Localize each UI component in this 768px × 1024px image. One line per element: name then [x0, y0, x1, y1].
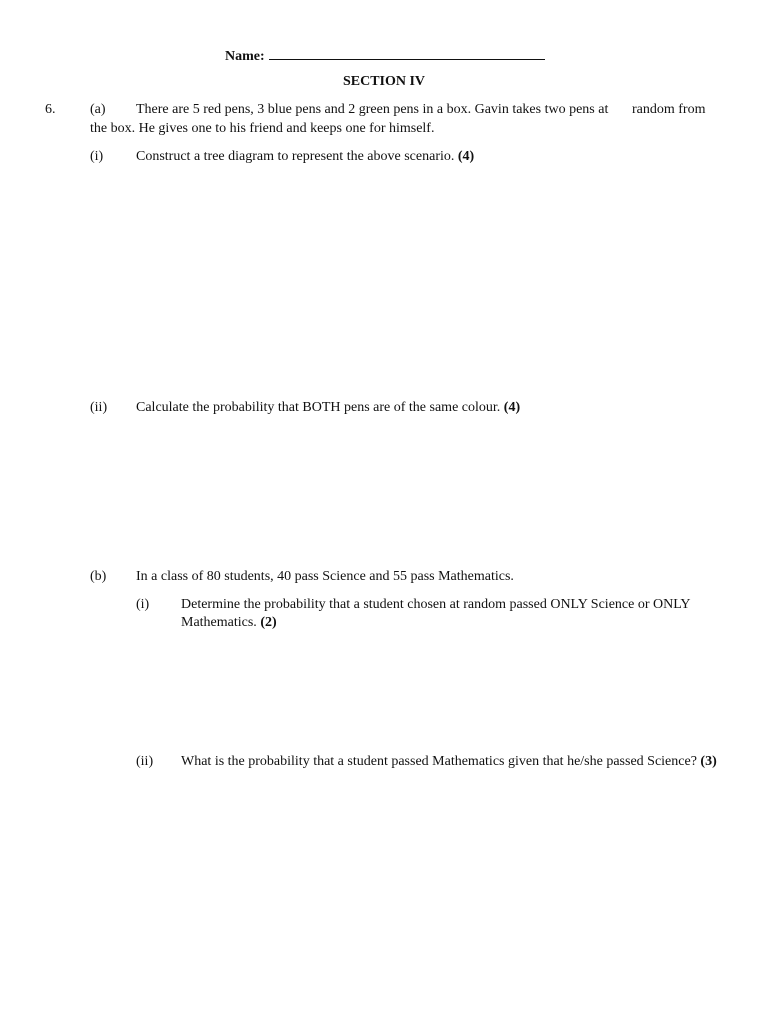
part-a-sub-i-text: Construct a tree diagram to represent the above scenario. [136, 149, 455, 164]
part-a-sub-ii-marks: (4) [503, 400, 521, 415]
part-b-label: (b) [90, 569, 107, 584]
part-a-sub-i-marks: (4) [457, 149, 475, 164]
part-a-label: (a) [90, 102, 106, 117]
part-b-sub-ii-label: (ii) [136, 754, 154, 769]
name-label: Name: [225, 49, 265, 64]
part-a-sub-ii-label: (ii) [90, 400, 108, 415]
name-field [225, 45, 545, 66]
part-a-sub-ii-question [136, 399, 520, 417]
part-a-intro-line1-end: random from [632, 102, 706, 117]
part-a-intro-line1: There are 5 red pens, 3 blue pens and 2 green pens in a box. Gavin takes two pens at [136, 102, 609, 117]
part-b-sub-ii-marks: (3) [700, 754, 717, 769]
question-number: 6. [45, 102, 56, 117]
part-b-sub-i-line2 [181, 614, 277, 632]
name-blank-line[interactable] [269, 45, 545, 60]
part-b-sub-i-label: (i) [136, 597, 150, 612]
part-b-sub-ii-question [181, 753, 717, 771]
section-title: SECTION IV [342, 74, 426, 89]
part-b-sub-ii-text: What is the probability that a student passed Mathematics given that he/she passed Science? [181, 754, 697, 769]
part-a-sub-ii-text: Calculate the probability that BOTH pens are of the same colour. [136, 400, 501, 415]
part-b-sub-i-text-line2: Mathematics. [181, 615, 257, 630]
part-a-intro-line2: the box. He gives one to his friend and keeps one for himself. [90, 121, 435, 136]
part-b-intro: In a class of 80 students, 40 pass Science and 55 pass Mathematics. [136, 569, 514, 584]
part-a-sub-i-label: (i) [90, 149, 104, 164]
part-a-sub-i-question [136, 148, 474, 166]
part-b-sub-i-marks: (2) [260, 615, 277, 630]
part-b-sub-i-text-line1: Determine the probability that a student chosen at random passed ONLY Science or ONLY [181, 597, 691, 612]
